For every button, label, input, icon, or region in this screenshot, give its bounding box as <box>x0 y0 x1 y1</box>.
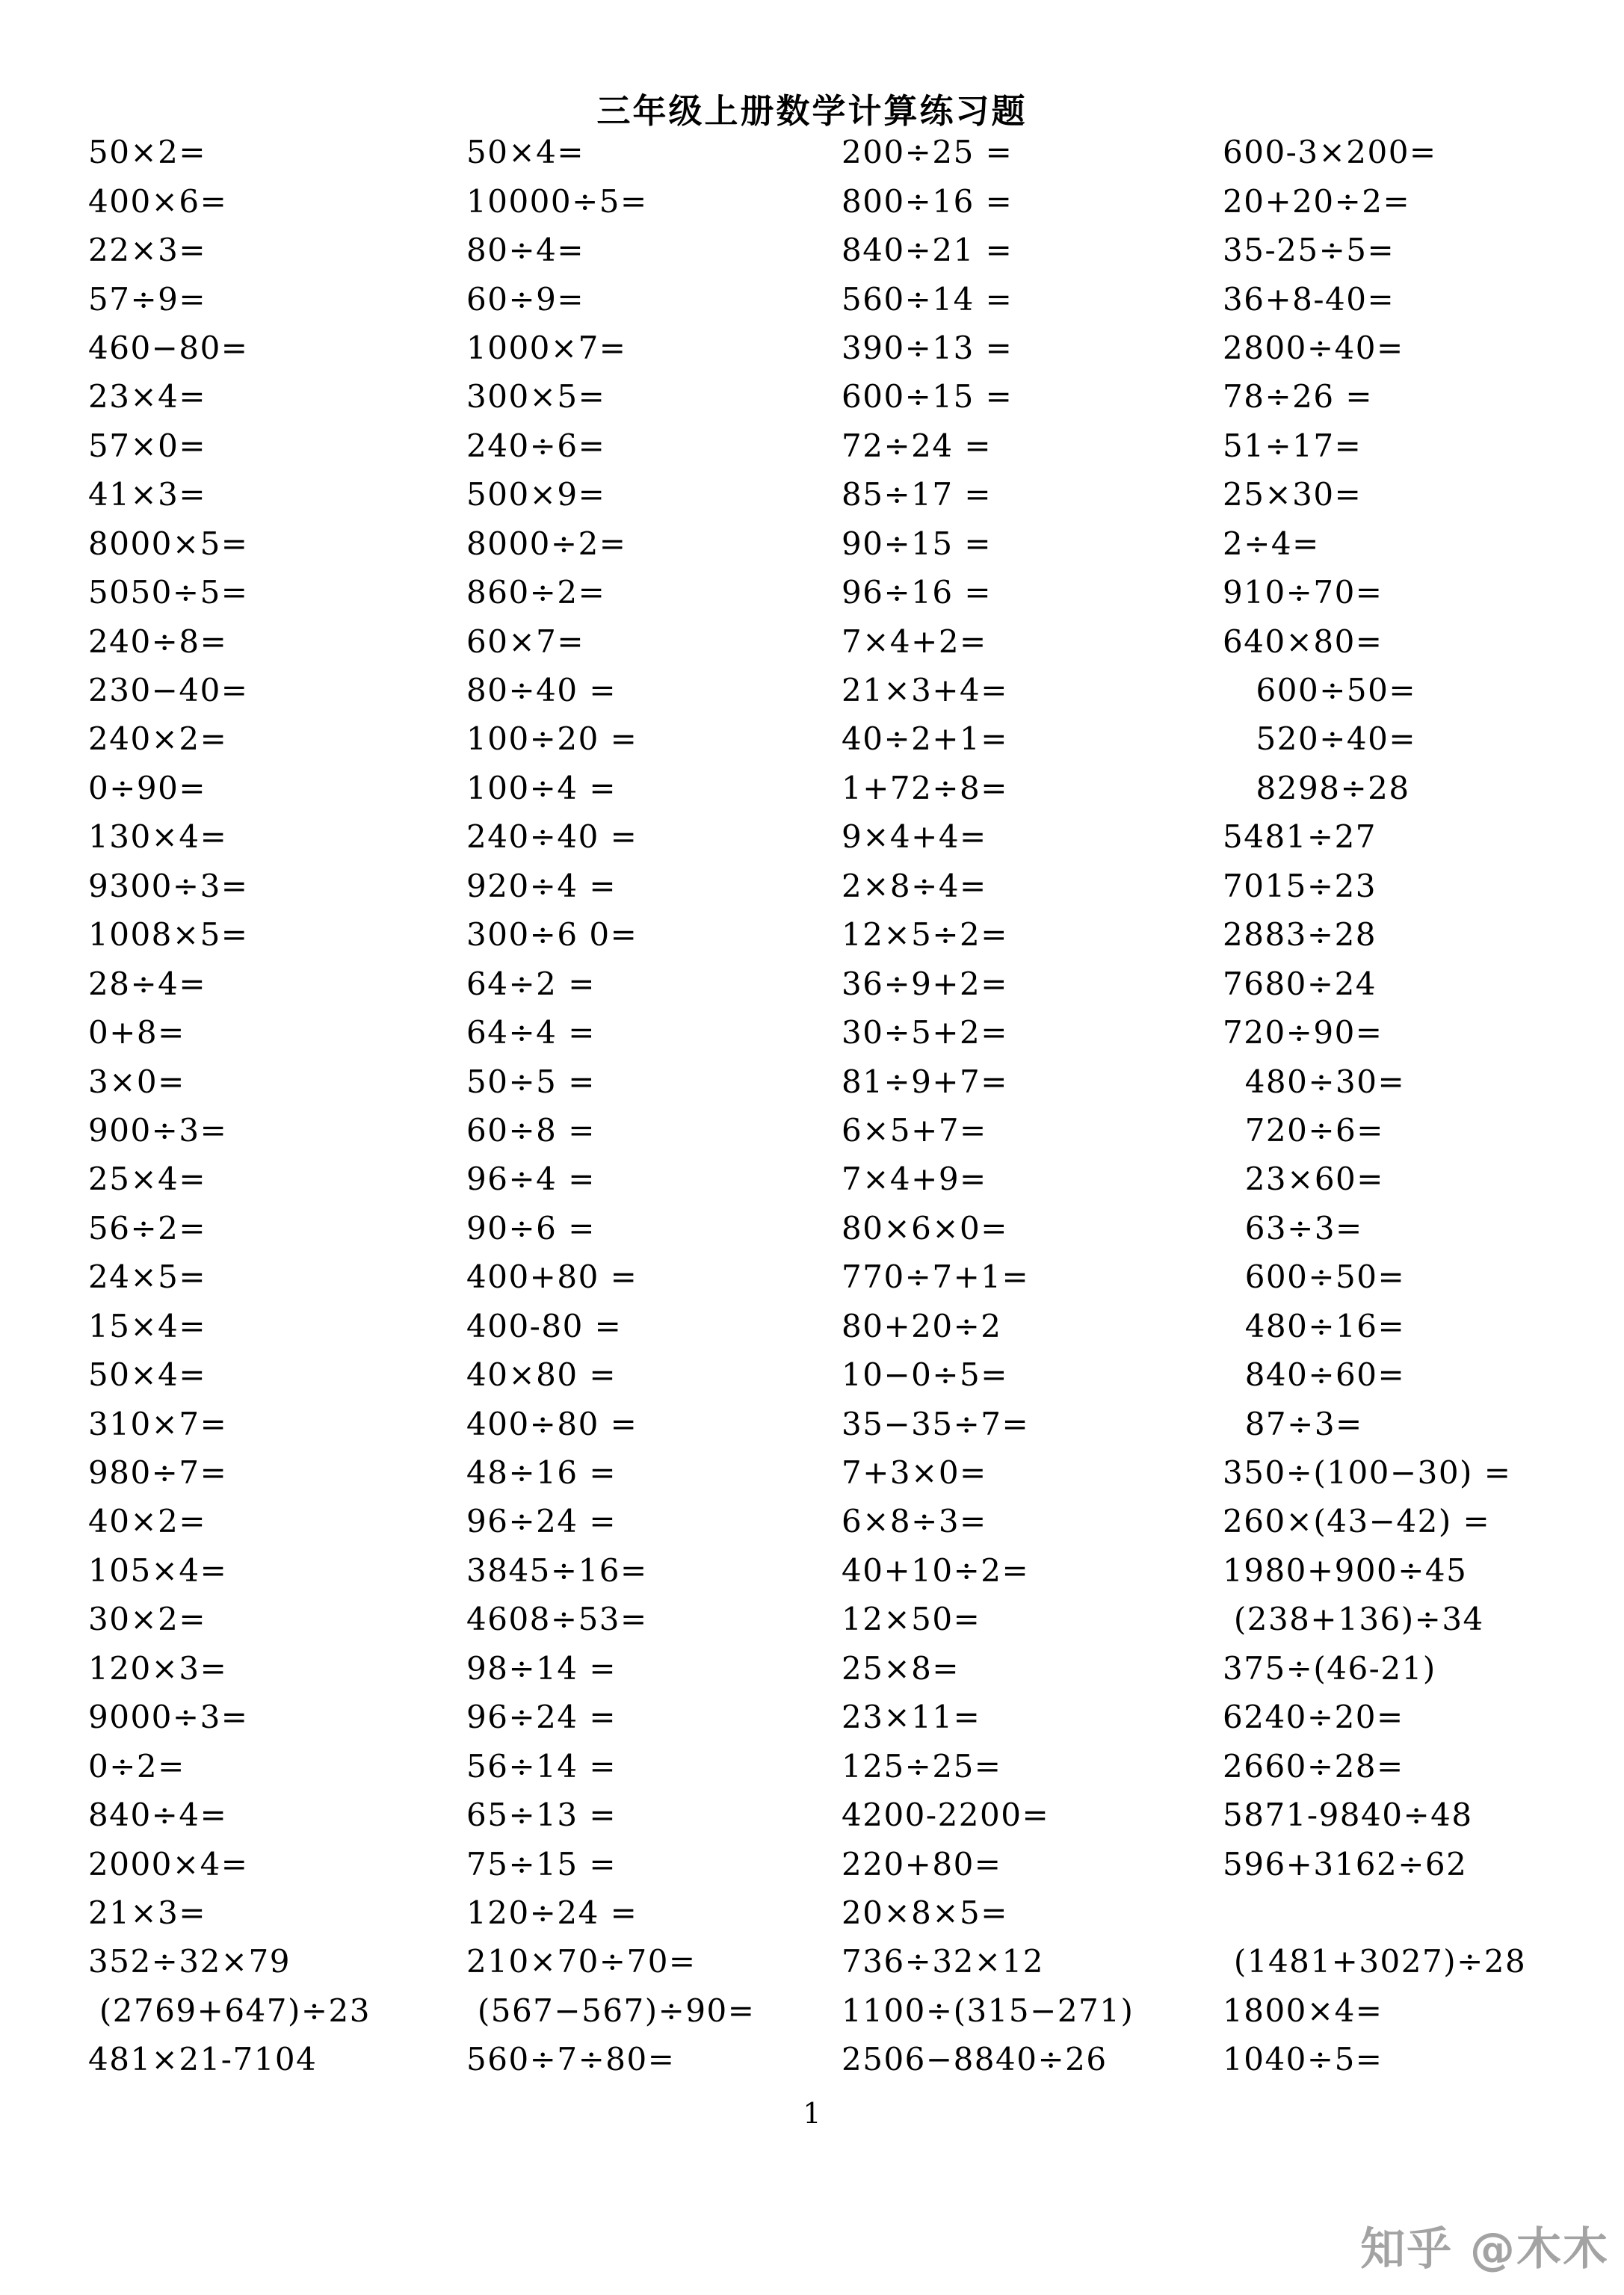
problem-cell: 596+3162÷62 <box>1223 1845 1468 1882</box>
problem-cell: 300÷6 0= <box>466 916 638 954</box>
problem-cell: 90÷6 = <box>466 1209 596 1247</box>
problem-cell: 30÷5+2= <box>842 1014 1008 1051</box>
problem-cell: 80+20÷2 <box>842 1307 1002 1344</box>
problem-cell: 100÷4 = <box>466 769 617 806</box>
problem-cell: 51÷17= <box>1223 427 1362 464</box>
problem-cell: 96÷4 = <box>466 1161 596 1198</box>
page-number: 1 <box>803 2097 821 2130</box>
problem-cell: 120÷24 = <box>466 1894 638 1931</box>
problem-cell: 9300÷3= <box>88 867 249 904</box>
problem-cell: 980÷7= <box>88 1454 228 1492</box>
problem-cell: 7×4+9= <box>842 1161 987 1198</box>
problem-cell: 4200-2200= <box>842 1797 1050 1834</box>
problem-cell: 35−35÷7= <box>842 1405 1030 1442</box>
problem-cell: 5871-9840÷48 <box>1223 1797 1473 1834</box>
problem-cell: 64÷2 = <box>466 965 596 1002</box>
problem-cell: 6240÷20= <box>1223 1699 1404 1736</box>
problem-cell: 10−0÷5= <box>842 1356 1008 1394</box>
problem-cell: 1+72÷8= <box>842 769 1008 806</box>
problem-cell: 10000÷5= <box>466 182 648 220</box>
problem-cell: 56÷14 = <box>466 1747 617 1785</box>
problem-cell: 210×70÷70= <box>466 1943 697 1980</box>
problem-cell: 96÷16 = <box>842 574 992 611</box>
problem-cell: 22×3= <box>88 232 207 269</box>
problem-cell: (1481+3027)÷28 <box>1223 1943 1527 1980</box>
problem-cell: 12×50= <box>842 1601 981 1638</box>
problem-cell: 736÷32×12 <box>842 1943 1044 1980</box>
problem-cell: 3845÷16= <box>466 1551 648 1589</box>
problem-cell: 920÷4 = <box>466 867 617 904</box>
problem-cell: 720÷90= <box>1223 1014 1383 1051</box>
problem-cell: 0÷90= <box>88 769 207 806</box>
problem-cell: 60÷8 = <box>466 1111 596 1149</box>
problem-cell: 300×5= <box>466 378 606 416</box>
problem-cell: 72÷24 = <box>842 427 992 464</box>
problem-cell: 20+20÷2= <box>1223 182 1411 220</box>
problem-cell: 560÷7÷80= <box>466 2041 676 2078</box>
problem-cell: 400×6= <box>88 182 228 220</box>
problem-cell: 860÷2= <box>466 574 606 611</box>
problem-cell: 390÷13 = <box>842 329 1013 366</box>
problems-column-3 <box>842 128 1223 2084</box>
problems-column-1 <box>88 128 469 2084</box>
problem-cell: 481×21-7104 <box>88 2041 318 2078</box>
problems-column-2 <box>466 128 847 2084</box>
problem-cell: 7+3×0= <box>842 1454 987 1492</box>
problem-cell: 35-25÷5= <box>1223 232 1395 269</box>
problem-cell: 81÷9+7= <box>842 1063 1008 1100</box>
problem-cell: 24×5= <box>88 1258 207 1296</box>
problem-cell: 220+80= <box>842 1845 1002 1882</box>
problem-cell: 7×4+2= <box>842 623 987 660</box>
problem-cell: 5481÷27 <box>1223 818 1377 856</box>
problem-cell: 400-80 = <box>466 1307 623 1344</box>
problem-cell: 15×4= <box>88 1307 207 1344</box>
problem-cell: 4608÷53= <box>466 1601 648 1638</box>
problem-cell: 36÷9+2= <box>842 965 1008 1002</box>
problem-cell: 21×3= <box>88 1894 207 1931</box>
problem-cell: 240×2= <box>88 720 228 758</box>
problem-cell: 25×8= <box>842 1649 960 1687</box>
problem-cell: 2000×4= <box>88 1845 249 1882</box>
problem-cell: 230−40= <box>88 672 249 709</box>
problem-cell: 770÷7+1= <box>842 1258 1030 1296</box>
problem-cell: 400+80 = <box>466 1258 638 1296</box>
problem-cell: 40×80 = <box>466 1356 617 1394</box>
problem-cell: 85÷17 = <box>842 476 992 513</box>
problem-cell: 350÷(100−30) = <box>1223 1454 1512 1492</box>
problem-cell: 40×2= <box>88 1503 207 1540</box>
problem-cell: 57×0= <box>88 427 207 464</box>
page-title: 三年级上册数学计算练习题 <box>596 91 1028 131</box>
problem-cell: 12×5÷2= <box>842 916 1008 954</box>
problem-cell: 480÷30= <box>1223 1063 1406 1100</box>
problem-cell: 352÷32×79 <box>88 1943 291 1980</box>
problem-cell: 120×3= <box>88 1649 228 1687</box>
problem-cell: 3×0= <box>88 1063 185 1100</box>
problem-cell: 1800×4= <box>1223 1992 1383 2029</box>
problem-cell: 500×9= <box>466 476 606 513</box>
problem-cell: 98÷14 = <box>466 1649 617 1687</box>
problem-cell: 48÷16 = <box>466 1454 617 1492</box>
problem-cell: 1100÷(315−271) <box>842 1992 1134 2029</box>
problem-cell: 260×(43−42) = <box>1223 1503 1491 1540</box>
problem-cell: (238+136)÷34 <box>1223 1601 1484 1638</box>
problem-cell: 840÷21 = <box>842 232 1013 269</box>
problem-cell: 25×4= <box>88 1161 207 1198</box>
problem-cell: 96÷24 = <box>466 1503 617 1540</box>
problem-cell: 240÷40 = <box>466 818 638 856</box>
problem-cell: 910÷70= <box>1223 574 1383 611</box>
problem-cell: 125÷25= <box>842 1747 1002 1785</box>
problem-cell: 50×4= <box>88 1356 207 1394</box>
problem-cell: 7015÷23 <box>1223 867 1377 904</box>
problem-cell: 36+8-40= <box>1223 280 1395 318</box>
problem-cell: 1980+900÷45 <box>1223 1551 1468 1589</box>
problem-cell: 23×4= <box>88 378 207 416</box>
problem-cell: 80÷4= <box>466 232 585 269</box>
problem-cell: 0+8= <box>88 1014 185 1051</box>
problem-cell: 65÷13 = <box>466 1797 617 1834</box>
problem-cell: 40÷2+1= <box>842 720 1008 758</box>
problem-cell: 2800÷40= <box>1223 329 1404 366</box>
problem-cell: 8000÷2= <box>466 525 627 562</box>
problem-cell: 23×60= <box>1223 1161 1384 1198</box>
problem-cell: 21×3+4= <box>842 672 1008 709</box>
problem-cell: 90÷15 = <box>842 525 992 562</box>
problem-cell: 2506−8840÷26 <box>842 2041 1108 2078</box>
problem-cell: 5050÷5= <box>88 574 249 611</box>
problem-cell <box>1223 1888 1604 1937</box>
problem-cell: 30×2= <box>88 1601 207 1638</box>
problem-cell: 840÷4= <box>88 1797 228 1834</box>
problem-cell: 520÷40= <box>1223 720 1417 758</box>
problem-cell: 840÷60= <box>1223 1356 1406 1394</box>
problem-cell: 60÷9= <box>466 280 585 318</box>
problem-cell: 8298÷28 <box>1223 769 1410 806</box>
problem-cell: 720÷6= <box>1223 1111 1384 1149</box>
problem-cell: 800÷16 = <box>842 182 1013 220</box>
problem-cell: 7680÷24 <box>1223 965 1377 1002</box>
problem-cell: 900÷3= <box>88 1111 228 1149</box>
problem-cell: 78÷26 = <box>1223 378 1374 416</box>
problem-cell: 64÷4 = <box>466 1014 596 1051</box>
problem-cell: 60×7= <box>466 623 585 660</box>
problem-cell: 63÷3= <box>1223 1209 1363 1247</box>
problem-cell: 28÷4= <box>88 965 207 1002</box>
problem-cell: 2883÷28 <box>1223 916 1377 954</box>
problem-cell: 56÷2= <box>88 1209 207 1247</box>
problem-cell: 9000÷3= <box>88 1699 249 1736</box>
watermark: 知乎 @木木 <box>1360 2223 1609 2276</box>
problem-cell: 0÷2= <box>88 1747 185 1785</box>
problem-cell: 400÷80 = <box>466 1405 638 1442</box>
problems-column-4 <box>1223 128 1604 2084</box>
problem-cell: 75÷15 = <box>466 1845 617 1882</box>
problem-cell: 40+10÷2= <box>842 1551 1030 1589</box>
problem-cell: 600-3×200= <box>1223 134 1437 171</box>
problem-cell: 41×3= <box>88 476 207 513</box>
problem-cell: 6×8÷3= <box>842 1503 987 1540</box>
problem-cell: 560÷14 = <box>842 280 1013 318</box>
problem-cell: 6×5+7= <box>842 1111 987 1149</box>
problem-cell: 57÷9= <box>88 280 207 318</box>
problem-cell: 640×80= <box>1223 623 1383 660</box>
problem-cell: 600÷50= <box>1223 1258 1406 1296</box>
problem-cell: 50×4= <box>466 134 585 171</box>
problem-cell: 1040÷5= <box>1223 2041 1383 2078</box>
problem-cell: 87÷3= <box>1223 1405 1363 1442</box>
problem-cell: 80×6×0= <box>842 1209 1008 1247</box>
problem-cell: 600÷50= <box>1223 672 1417 709</box>
problem-cell: 460−80= <box>88 329 249 366</box>
problem-cell: 2×8÷4= <box>842 867 987 904</box>
problem-cell: 80÷40 = <box>466 672 617 709</box>
problem-cell: (2769+647)÷23 <box>88 1992 371 2029</box>
problem-cell: 1000×7= <box>466 329 627 366</box>
problem-cell: 96÷24 = <box>466 1699 617 1736</box>
problem-cell: 200÷25 = <box>842 134 1013 171</box>
problem-cell: 375÷(46-21) <box>1223 1649 1436 1687</box>
problem-cell: 20×8×5= <box>842 1894 1008 1931</box>
problem-cell: 1008×5= <box>88 916 249 954</box>
problem-cell: 100÷20 = <box>466 720 638 758</box>
problem-cell: 130×4= <box>88 818 228 856</box>
problem-cell: 105×4= <box>88 1551 228 1589</box>
problem-cell: 310×7= <box>88 1405 228 1442</box>
problem-cell: 23×11= <box>842 1699 981 1736</box>
problem-cell: 480÷16= <box>1223 1307 1406 1344</box>
problem-cell: 2660÷28= <box>1223 1747 1404 1785</box>
problem-cell: 240÷6= <box>466 427 606 464</box>
problem-cell: 600÷15 = <box>842 378 1013 416</box>
problem-cell: 240÷8= <box>88 623 228 660</box>
problem-cell: 2÷4= <box>1223 525 1320 562</box>
problem-cell: 50÷5 = <box>466 1063 596 1100</box>
problem-cell: (567−567)÷90= <box>466 1992 756 2029</box>
problem-cell: 25×30= <box>1223 476 1362 513</box>
problem-cell: 50×2= <box>88 134 207 171</box>
problem-cell: 8000×5= <box>88 525 249 562</box>
problem-cell: 9×4+4= <box>842 818 987 856</box>
